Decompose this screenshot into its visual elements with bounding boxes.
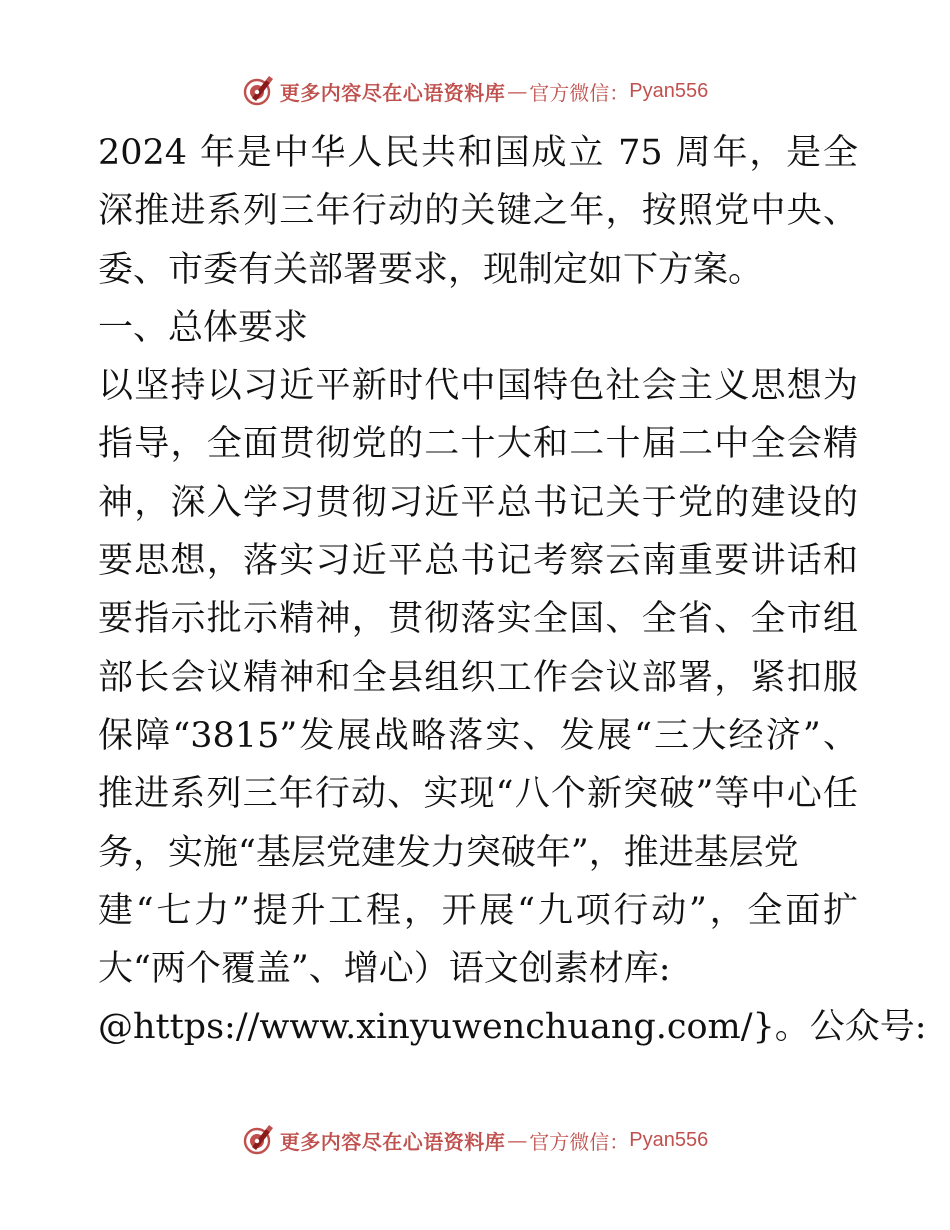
p1-line-1: 2024 年是中华人民共和国成立 75 周年，是全 — [98, 133, 858, 173]
header-banner-separator: — — [507, 79, 528, 103]
p2-line-2: 指导，全面贯彻党的二十大和二十届二中全会精 — [98, 424, 858, 465]
header-banner-account: Pyan556 — [629, 79, 709, 102]
footer-banner-text: 更多内容尽在心语资料库 — [279, 1129, 506, 1154]
p2-line-11: 大“两个覆盖”、增心）语文创素材库: — [98, 949, 671, 990]
header-banner-official: 官方微信： — [529, 80, 630, 105]
p2-line-4: 要思想，落实习近平总书记考察云南重要讲话和 — [98, 541, 858, 582]
header-banner-text: 更多内容尽在心语资料库 — [279, 80, 506, 105]
p2-line-10: 建“七力”提升工程，开展“九项行动”，全面扩 — [98, 890, 858, 931]
p2-line-3: 神，深入学习贯彻习近平总书记关于党的建设的 — [98, 482, 858, 523]
wax-seal-pen-icon — [242, 74, 276, 108]
footer-banner — [0, 1118, 950, 1162]
footer-banner-account: Pyan556 — [629, 1128, 709, 1151]
p2-line-9: 务，实施“基层党建发力突破年”，推进基层党 — [98, 832, 799, 873]
wax-seal-pen-icon — [242, 1123, 276, 1157]
footer-banner-official: 官方微信： — [529, 1129, 630, 1154]
p2-line-6: 部长会议精神和全县组织工作会议部署，紧扣服 — [98, 657, 858, 698]
p2-line-5: 要指示批示精神，贯彻落实全国、全省、全市组 — [98, 599, 858, 640]
p2-line-12: @https://www.xinyuwenchuang.com/}。公众号: — [98, 1007, 927, 1048]
footer-banner-separator: — — [507, 1128, 528, 1152]
p2-line-1: 以坚持以习近平新时代中国特色社会主义思想为 — [98, 366, 858, 407]
p1-line-2: 深推进系列三年行动的关键之年，按照党中央、 — [98, 191, 858, 232]
p2-line-7: 保障“3815”发展战略落实、发展“三大经济”、 — [98, 715, 858, 756]
p1-line-3: 委、市委有关部署要求，现制定如下方案。 — [98, 249, 764, 290]
header-banner — [0, 69, 950, 113]
p2-line-8: 推进系列三年行动、实现“八个新突破”等中心任 — [98, 774, 858, 815]
section-heading: 一、总体要求 — [98, 307, 309, 348]
document-body — [98, 124, 927, 1057]
